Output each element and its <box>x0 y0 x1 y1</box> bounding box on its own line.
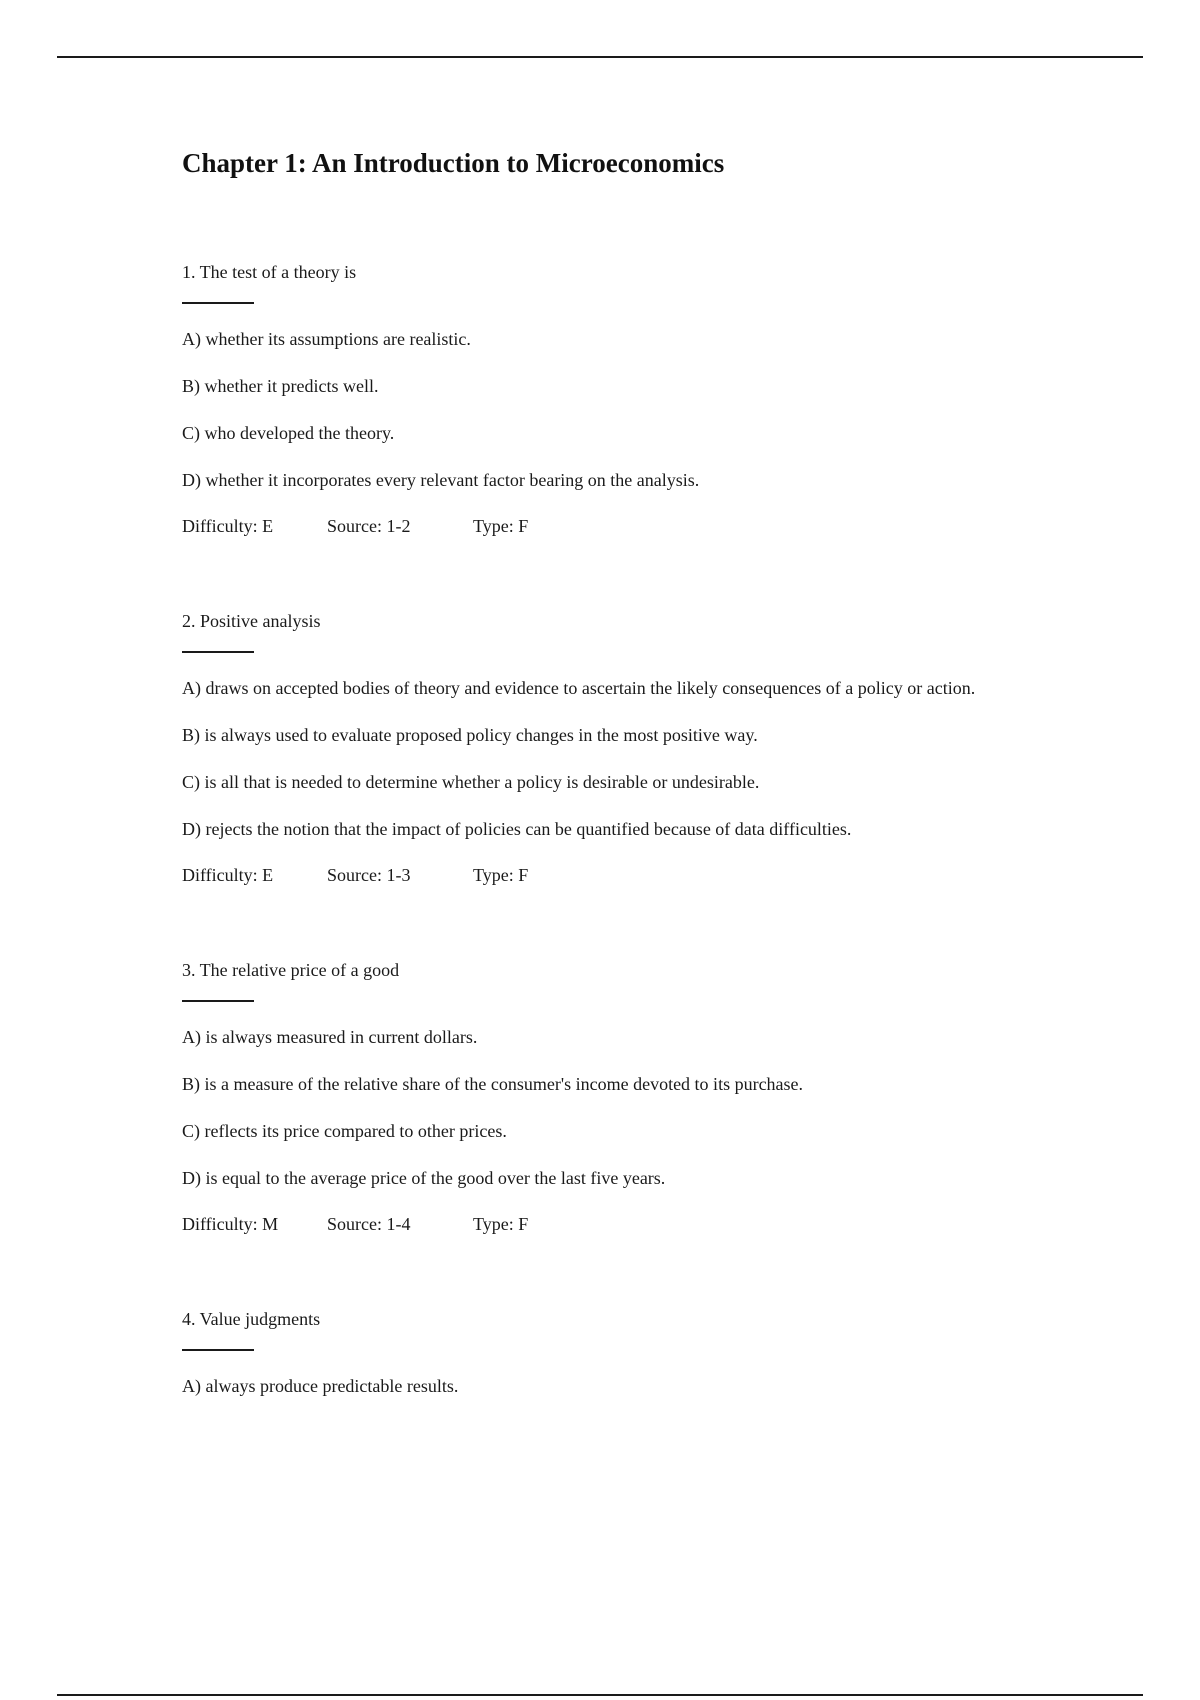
question-2 <box>182 609 1062 887</box>
chapter-title: Chapter 1: An Introduction to Microeconomics <box>182 148 725 178</box>
question-4 <box>182 1307 1062 1399</box>
option-b: B) whether it predicts well. <box>182 376 379 396</box>
answer-blank <box>182 1349 254 1351</box>
answer-blank <box>182 651 254 653</box>
difficulty-label: Difficulty: E <box>182 516 274 536</box>
question-meta <box>182 863 1062 887</box>
option-c: C) who developed the theory. <box>182 423 395 443</box>
question-stem: 2. Positive analysis <box>182 611 321 631</box>
question-meta <box>182 514 1062 538</box>
question-3 <box>182 958 1062 1236</box>
source-label: Source: 1-3 <box>327 865 411 885</box>
option-d: D) rejects the notion that the impact of policies can be quantified because of data difficulties. <box>182 819 852 839</box>
option-a: A) always produce predictable results. <box>182 1376 459 1396</box>
page-top-rule <box>57 56 1143 58</box>
question-meta <box>182 1212 1062 1236</box>
difficulty-label: Difficulty: M <box>182 1214 279 1234</box>
option-d: D) whether it incorporates every relevant factor bearing on the analysis. <box>182 470 700 490</box>
answer-blank <box>182 302 254 304</box>
page-content <box>182 146 1062 1420</box>
type-label: Type: F <box>473 865 529 885</box>
source-label: Source: 1-4 <box>327 1214 411 1234</box>
page-bottom-rule <box>57 1694 1143 1696</box>
option-a: A) whether its assumptions are realistic. <box>182 329 471 349</box>
question-stem: 1. The test of a theory is <box>182 262 357 282</box>
option-a: A) draws on accepted bodies of theory and evidence to ascertain the likely consequences of a policy or action. <box>182 678 976 698</box>
option-c: C) is all that is needed to determine whether a policy is desirable or undesirable. <box>182 772 760 792</box>
option-a: A) is always measured in current dollars. <box>182 1027 478 1047</box>
answer-blank <box>182 1000 254 1002</box>
question-stem: 3. The relative price of a good <box>182 960 400 980</box>
type-label: Type: F <box>473 1214 529 1234</box>
option-d: D) is equal to the average price of the good over the last five years. <box>182 1168 666 1188</box>
option-c: C) reflects its price compared to other prices. <box>182 1121 507 1141</box>
option-b: B) is a measure of the relative share of the consumer's income devoted to its purchase. <box>182 1074 804 1094</box>
difficulty-label: Difficulty: E <box>182 865 274 885</box>
question-1 <box>182 260 1062 538</box>
option-b: B) is always used to evaluate proposed policy changes in the most positive way. <box>182 725 758 745</box>
question-stem: 4. Value judgments <box>182 1309 321 1329</box>
source-label: Source: 1-2 <box>327 516 411 536</box>
type-label: Type: F <box>473 516 529 536</box>
